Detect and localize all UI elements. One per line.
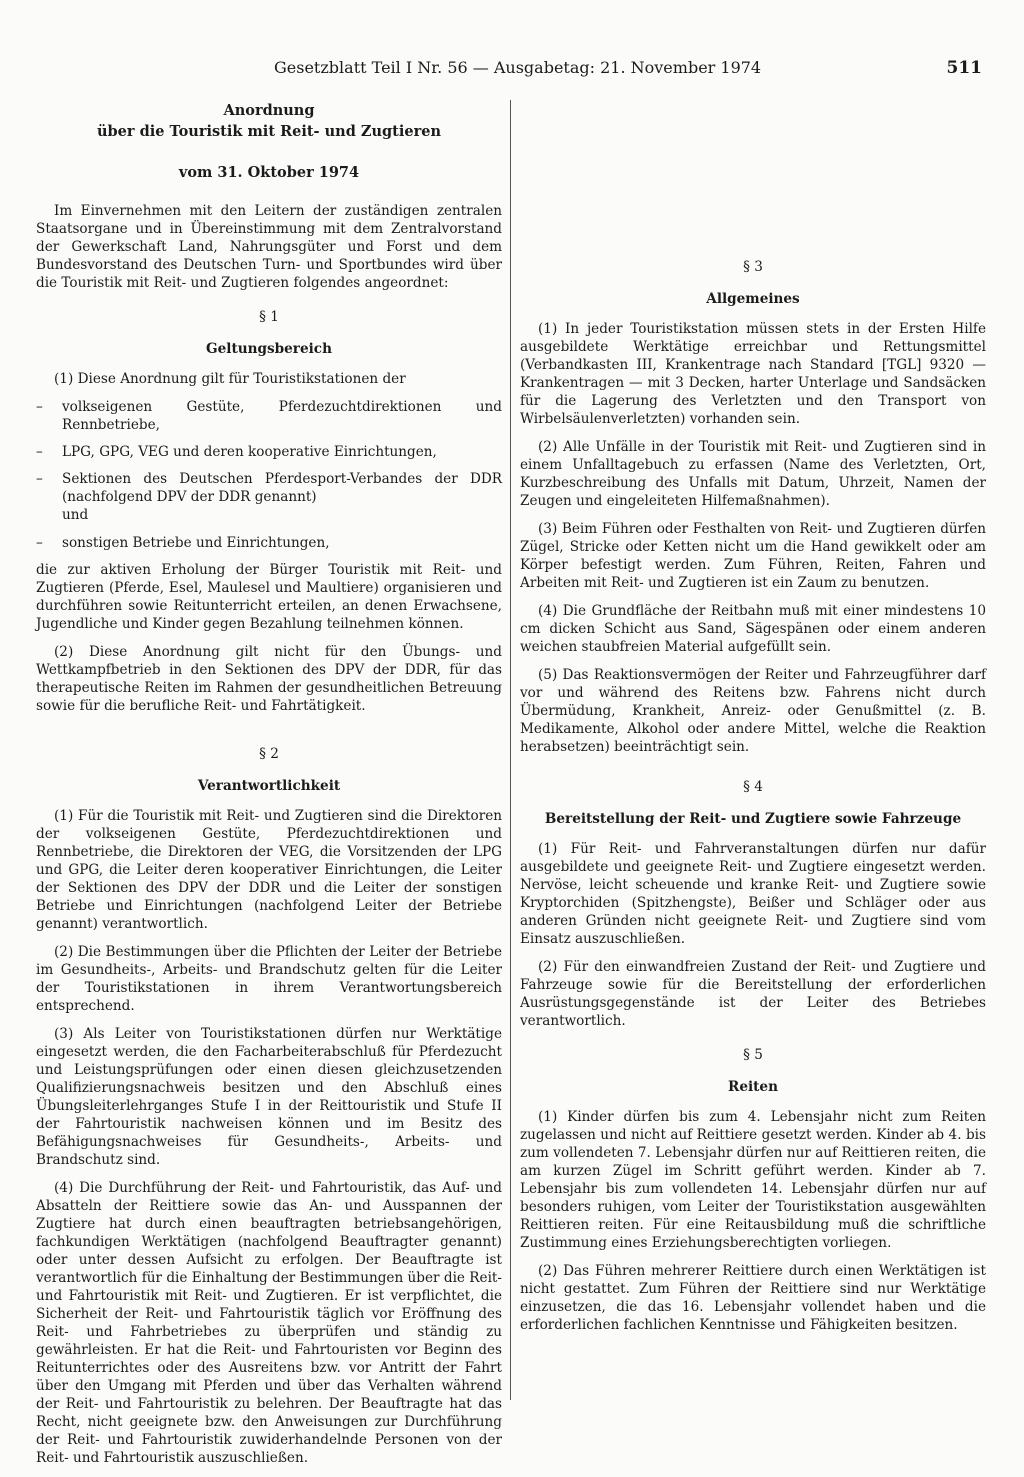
s5-paragraph-2: (2) Das Führen mehrerer Reittiere durch einen Werktätigen ist nicht gestattet. Zum Führen der Reittiere sind nur Werktätige einzusetzen, die das 16. Lebensjahr vollendet haben und die erforderlichen fachlichen Kenntnisse und Fähigkeiten besitzen. (520, 1263, 986, 1333)
section-3-heading: Allgemeines (706, 291, 800, 307)
page-header (274, 56, 990, 80)
left-column (36, 100, 502, 1477)
s2-paragraph-3: (3) Als Leiter von Touristikstationen dürfen nur Werktätige eingesetzt werden, die den Facharbeiterabschluß für Pferdezucht und Leistungsprüfungen oder einen diesen gleichzusetzenden Qualifizierungsnachweis besitzen und den Abschluß eines Übungsleiterlehrganges Stufe I in der Reittouristik und Stufe II der Fahrtouristik nachweisen können und im Besitz des Befähigungsnachweises für Gesundheits-, Arbeits- und Brandschutz sind. (36, 1026, 502, 1168)
s1-list-item: – LPG, GPG, VEG und deren kooperative Einrichtungen, (36, 443, 502, 461)
s2-paragraph-1: (1) Für die Touristik mit Reit- und Zugtieren sind die Direktoren der volkseigenen Gestüte, Pferdezuchtdirektionen und Rennbetriebe, die Direktoren der VEG, die Vorsitzenden der LPG und GPG, die Leiter deren kooperativer Einrichtungen, die Leiter der Sektionen des DPV der DDR und die Leiter der sonstigen Betriebe und Einrichtungen (nachfolgend Leiter der Betriebe genannt) verantwortlich. (36, 808, 502, 932)
section-4-heading: Bereitstellung der Reit- und Zugtiere sowie Fahrzeuge (544, 811, 962, 827)
s4-paragraph-2: (2) Für den einwandfreien Zustand der Reit- und Zugtiere und Fahrzeuge sowie für die Bereitstellung der erforderlichen Ausrüstungsgegenstände ist der Leiter des Betriebes verantwortlich. (520, 959, 986, 1029)
s3-paragraph-2: (2) Alle Unfälle in der Touristik mit Reit- und Zugtieren sind in einem Unfalltagebuch zu erfassen (Name des Verletzten, Ort, Kurzbeschreibung des Unfalls mit Datum, Uhrzeit, Namen der Zeugen und eingeleiteten Hilfemaßnahmen). (520, 439, 986, 509)
section-1-number: § 1 (259, 309, 279, 325)
s2-paragraph-2: (2) Die Bestimmungen über die Pflichten der Leiter der Betriebe im Gesundheits-, Arbeits- und Brandschutz gelten für die Leiter der Touristikstationen in ihrem Verantwortungsbereich entsprechend. (36, 944, 502, 1014)
s3-paragraph-5: (5) Das Reaktionsvermögen der Reiter und Fahrzeugführer darf vor und während des Reitens bzw. Fahrens nicht durch Übermüdung, Krankheit, Anreiz- oder Genußmittel (z. B. Medikamente, Alkohol oder andere Mittel, welche die Reaktion herabsetzen) beeinträchtigt sein. (520, 667, 986, 755)
right-column (520, 100, 986, 1344)
s1-paragraph-1-intro: (1) Diese Anordnung gilt für Touristikstationen der (54, 371, 406, 387)
s1-list-item: – sonstigen Betriebe und Einrichtungen, (36, 534, 502, 552)
document-title-line-2: über die Touristik mit Reit- und Zugtieren (97, 123, 441, 140)
s3-paragraph-3: (3) Beim Führen oder Festhalten von Reit- und Zugtieren dürfen Zügel, Stricke oder Ketten nicht um die Hand gewikkelt oder am Körper befestigt werden. Zum Führen, Reiten, Fahren und Arbeiten mit Reit- und Zugtieren ist ein Zaum zu benutzen. (520, 521, 986, 591)
section-2-heading: Verantwortlichkeit (197, 778, 341, 794)
column-divider (510, 100, 511, 1400)
s1-list-and: und (62, 507, 89, 523)
section-5-number: § 5 (743, 1047, 763, 1063)
s3-paragraph-4: (4) Die Grundfläche der Reitbahn muß mit einer mindestens 10 cm dicken Schicht aus Sand, Sägespänen oder einem anderen weichen staubfreien Material aufgefüllt sein. (520, 603, 986, 655)
s1-paragraph-2: (2) Diese Anordnung gilt nicht für den Übungs- und Wettkampfbetrieb in den Sektionen des DPV der DDR, für das therapeutische Reiten im Rahmen der gesundheitlichen Betreuung sowie für die berufliche Reit- und Fahrtätigkeit. (36, 644, 502, 714)
page-number: 511 (946, 58, 982, 78)
preamble: Im Einvernehmen mit den Leitern der zuständigen zentralen Staatsorgane und in Übereinstimmung mit dem Zentralvorstand der Gewerkschaft Land, Nahrungsgüter und Forst und dem Bundesvorstand des Deutschen Turn- und Sportbundes wird über die Touristik mit Reit- und Zugtieren folgendes angeordnet: (36, 203, 502, 291)
s1-paragraph-1-rest: die zur aktiven Erholung der Bürger Touristik mit Reit- und Zugtieren (Pferde, Esel, Maulesel und Maultiere) organisieren und durchführen sowie Reitunterricht erteilen, an denen Erwachsene, Jugendliche und Kinder gegen Bezahlung teilnehmen können. (36, 562, 502, 632)
s3-paragraph-1: (1) In jeder Touristikstation müssen stets in der Ersten Hilfe ausgebildete Werktätige erreichbar und Rettungsmittel (Verbandkasten III, Krankentrage nach Standard [TGL] 9320 — Krankentragen — mit 3 Decken, harter Unterlage und Sandsäcken für die Lagerung des Verletzten und den Transport von Wirbelsäulenverletzten) vorhanden sein. (520, 321, 986, 427)
section-4-number: § 4 (743, 779, 763, 795)
document-date: vom 31. Oktober 1974 (178, 164, 360, 181)
running-title: Gesetzblatt Teil I Nr. 56 — Ausgabetag: 21. November 1974 (274, 58, 762, 77)
section-3-number: § 3 (743, 259, 763, 275)
s1-list-item: – volkseigenen Gestüte, Pferdezuchtdirektionen und Rennbetriebe, (36, 398, 502, 434)
s5-paragraph-1: (1) Kinder dürfen bis zum 4. Lebensjahr nicht zum Reiten zugelassen und nicht auf Reittiere gesetzt werden. Kinder ab 4. bis zum vollendeten 7. Lebensjahr dürfen nur auf Reittieren reiten, die am kurzen Zügel im Schritt geführt werden. Kinder ab 7. Lebensjahr bis zum vollendeten 14. Lebensjahr dürfen nur auf besonders ruhigen, vom Leiter der Touristikstation ausgewählten Reittieren reiten. Für eine Reitausbildung muß die schriftliche Zustimmung eines Erziehungsberechtigten vorliegen. (520, 1109, 986, 1251)
s2-paragraph-4: (4) Die Durchführung der Reit- und Fahrtouristik, das Auf- und Absatteln der Reittiere sowie das An- und Ausspannen der Zugtiere hat durch einen beauftragten betriebsangehörigen, fachkundigen Werktätigen (nachfolgend Beauftragter genannt) oder unter dessen Aufsicht zu erfolgen. Der Beauftragte ist verantwortlich für die Einhaltung der Bestimmungen über die Reit- und Fahrtouristik mit Reit- und Zugtieren. Er ist verpflichtet, die Sicherheit der Reit- und Fahrtouristik täglich vor Eröffnung des Reit- und Fahrbetriebes zu überprüfen und ständig zu gewährleisten. Er hat die Reit- und Fahrtouristen vor Beginn des Reitunterrichtes oder des Ausreitens bzw. vor Antritt der Fahrt über den Umgang mit Pferden und über das Verhalten während der Reit- und Fahrtouristik zu belehren. Der Beauftragte hat das Recht, nicht geeignete bzw. den Anweisungen zur Durchführung der Reit- und Fahrtouristik zuwiderhandelnde Personen von der Reit- und Fahrtouristik auszuschließen. (36, 1180, 502, 1466)
s4-paragraph-1: (1) Für Reit- und Fahrveranstaltungen dürfen nur dafür ausgebildete und geeignete Reit- und Zugtiere eingesetzt werden. Nervöse, leicht scheuende und kranke Reit- und Zugtiere sowie Kryptorchiden (Spitzhengste), Beißer und Schläger oder aus anderen Gründen nicht geeignete Reit- und Zugtiere sind vom Einsatz auszuschließen. (520, 841, 986, 947)
document-title-line-1: Anordnung (223, 102, 315, 119)
section-1-heading: Geltungsbereich (206, 341, 332, 357)
s1-list-item: – Sektionen des Deutschen Pferdesport-Verbandes der DDR (nachfolgend DPV der DDR genannt) (36, 470, 502, 506)
section-2-number: § 2 (259, 746, 279, 762)
section-5-heading: Reiten (728, 1079, 778, 1095)
